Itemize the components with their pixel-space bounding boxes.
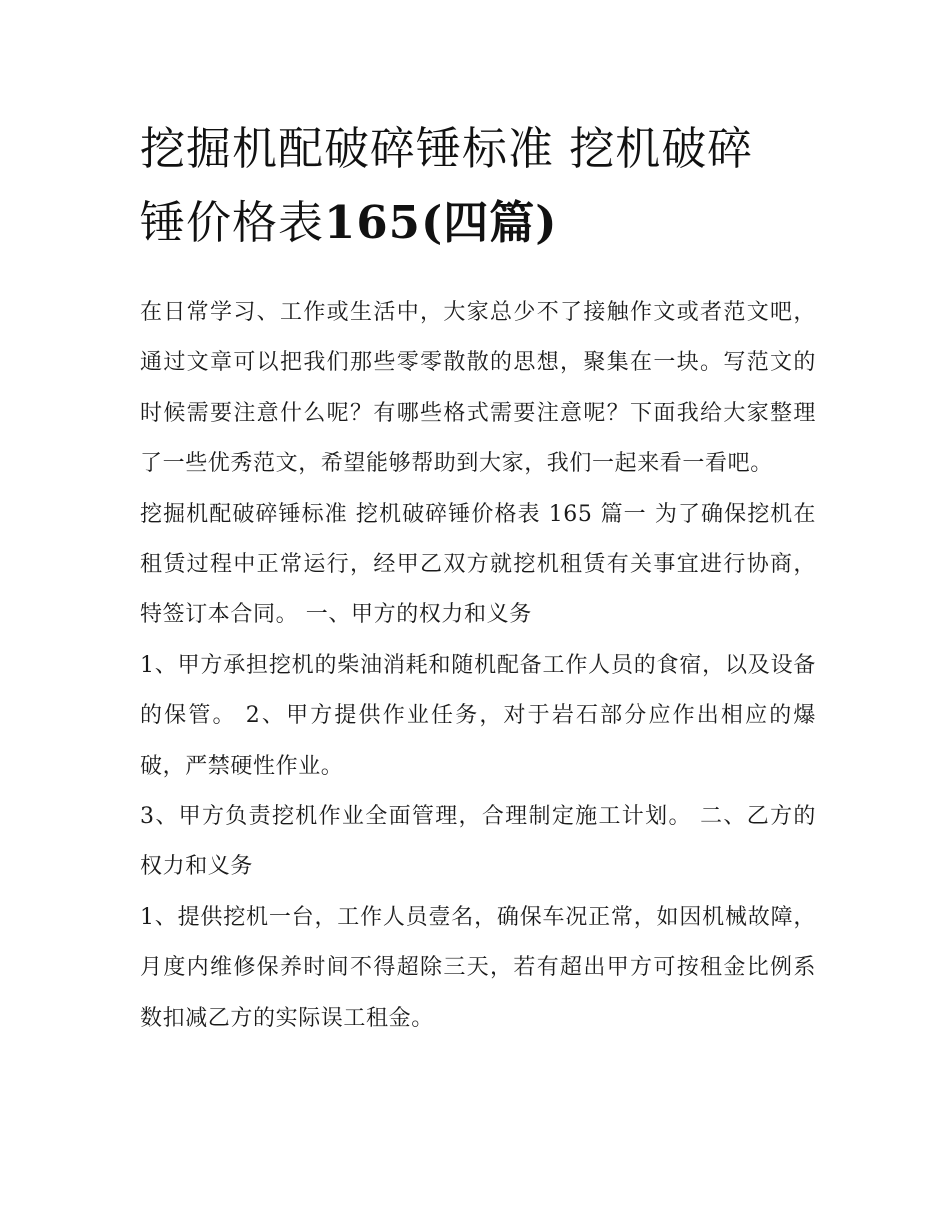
title-line-2-suffix: 165(四篇) [324, 196, 558, 249]
paragraph-section-one: 挖掘机配破碎锤标准 挖机破碎锤价格表 165 篇一 为了确保挖机在租赁过程中正常运行，经甲乙双方就挖机租赁有关事宜进行协商，特签订本合同。 一、甲方的权力和义务 [140, 501, 816, 628]
title-line-2-prefix: 锤价格表 [140, 196, 325, 249]
title-line-1: 挖掘机配破碎锤标准 挖机破碎 [140, 122, 754, 175]
paragraph-item-1-2: 1、甲方承担挖机的柴油消耗和随机配备工作人员的食宿，以及设备的保管。 2、甲方提供作业任务，对于岩石部分应作出相应的爆破，严禁硬性作业。 [140, 652, 816, 779]
paragraph-party-b-item-1: 1、提供挖机一台，工作人员壹名，确保车况正常，如因机械故障，月度内维修保养时间不得超除三天，若有超出甲方可按租金比例系数扣减乙方的实际误工租金。 [140, 904, 816, 1031]
document-body [140, 288, 816, 1044]
paragraph-item-3: 3、甲方负责挖机作业全面管理，合理制定施工计划。 二、乙方的权力和义务 [140, 804, 816, 880]
document-title [140, 112, 816, 260]
document-content [140, 112, 816, 1044]
paragraph-intro: 在日常学习、工作或生活中，大家总少不了接触作文或者范文吧，通过文章可以把我们那些零零散散的思想，聚集在一块。写范文的时候需要注意什么呢？有哪些格式需要注意呢？下面我给大家整理了一些优秀范文，希望能够帮助到大家，我们一起来看一看吧。 [140, 300, 816, 477]
